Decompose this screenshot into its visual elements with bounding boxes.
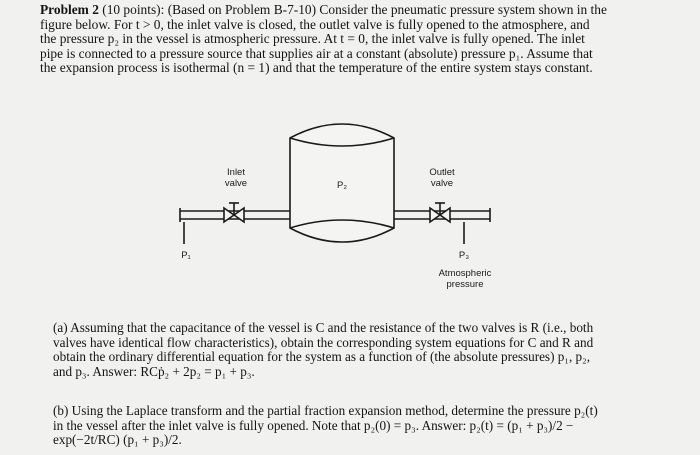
outlet-label-line-2: valve bbox=[430, 178, 454, 189]
part-b bbox=[53, 404, 628, 448]
problem-line-3: the pressure p₂ in the vessel is atmospheric pressure. At t = 0, the inlet valve is fully opened. The inlet bbox=[40, 31, 585, 47]
inlet-label-line-2: valve bbox=[224, 178, 248, 189]
inlet-label-line-1: Inlet bbox=[227, 167, 245, 178]
pneumatic-system-diagram bbox=[150, 110, 550, 305]
problem-line-5: the expansion process is isothermal (n = 1) and that the temperature of the entire system stays constant. bbox=[40, 60, 593, 76]
part-a-line-2: valves have identical flow characteristics), obtain the corresponding system equations for C and R and bbox=[53, 334, 594, 350]
atm-label-line-1: Atmospheric bbox=[438, 268, 492, 279]
problem-line-1-text: (10 points): (Based on Problem B-7-10) Consider the pneumatic pressure system shown in the bbox=[98, 2, 607, 17]
problem-line-1 bbox=[40, 3, 640, 18]
problem-line-4: pipe is connected to a pressure source that supplies air at a constant (absolute) pressure p₁. Assume that bbox=[40, 45, 593, 61]
part-b-line-1: (b) Using the Laplace transform and the partial fraction expansion method, determine the pressure p₂(t) bbox=[53, 403, 598, 418]
problem-number: Problem 2 bbox=[40, 2, 99, 17]
part-a-line-4: and p₃. Answer: RCṗ₂ + 2p₂ = p₁ + p₃. bbox=[53, 363, 255, 379]
atm-label-line-2: pressure bbox=[446, 279, 484, 290]
problem-statement bbox=[40, 3, 640, 76]
inlet-valve-label bbox=[212, 167, 260, 189]
part-a bbox=[53, 321, 628, 379]
outlet-valve-label bbox=[418, 167, 466, 189]
outlet-label-line-1: Outlet bbox=[429, 167, 455, 178]
problem-line-2: figure below. For t > 0, the inlet valve is closed, the outlet valve is fully opened to the atmosphere, and bbox=[40, 16, 590, 32]
part-b-line-2: in the vessel after the inlet valve is fully opened. Note that p₂(0) = p₃. Answer: p₂(t) = (p₁ + p₃)/2 − bbox=[53, 417, 574, 433]
part-a-line-1: (a) Assuming that the capacitance of the vessel is C and the resistance of the two valves is R (i.e., both bbox=[53, 320, 594, 335]
inlet-pressure-label: P₁ bbox=[181, 250, 191, 261]
outlet-pressure-label: P₃ bbox=[458, 250, 470, 261]
atmospheric-pressure-label bbox=[430, 268, 500, 290]
part-b-line-3: exp(−2t/RC) (p₁ + p₃)/2. bbox=[53, 432, 182, 448]
vessel-pressure-label: P₂ bbox=[336, 180, 348, 191]
part-a-line-3: obtain the ordinary differential equation for the system as a function of (the absolute pressures) p₁, p₂, bbox=[53, 349, 591, 365]
